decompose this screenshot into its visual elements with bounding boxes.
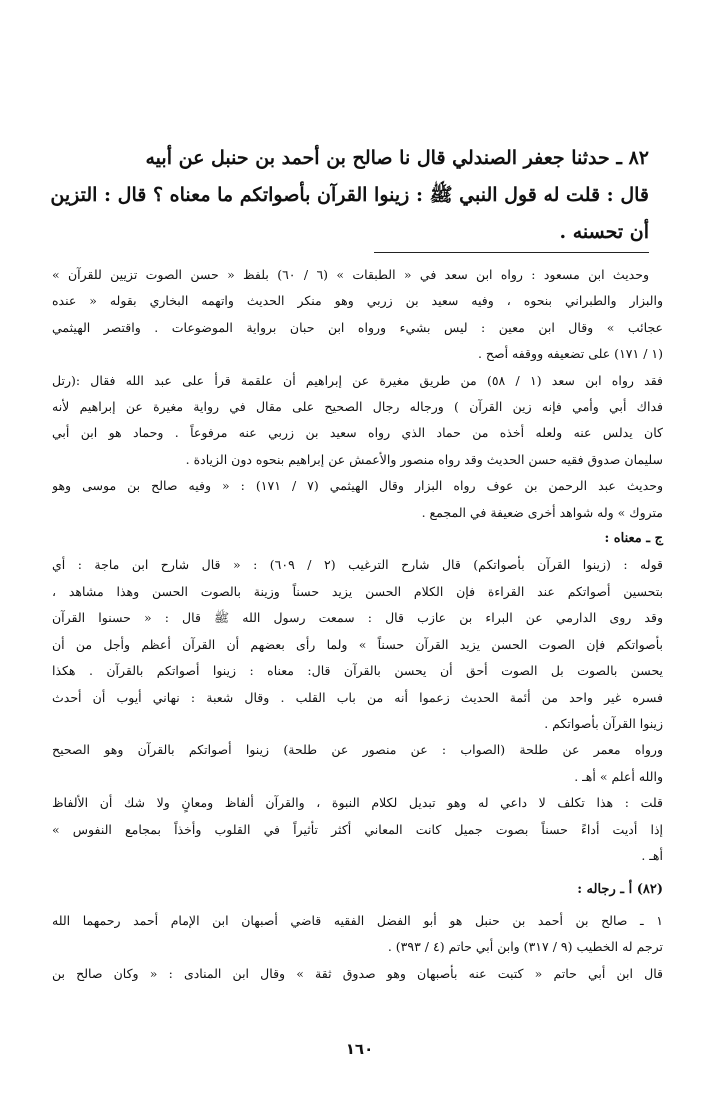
footnote-line: فقد رواه ابن سعد (١ / ٥٨) من طريق مغيرة عن إبراهيم أن علقمة قرأ على عبد الله فقال :(رتل <box>52 372 663 388</box>
footnote-paragraph <box>52 552 663 737</box>
footnote-paragraph <box>52 368 663 474</box>
hadith-line: ٨٢ ـ حدثنا جعفر الصندلي قال نا صالح بن أحمد بن حنبل عن أبيه <box>145 147 649 169</box>
section-heading-narrators: (٨٢) أ ـ رجاله : <box>577 882 663 898</box>
footnote-paragraph <box>52 790 663 869</box>
footnote-line: أهـ . <box>641 847 663 863</box>
footnote-line: وقد روى الدارمي عن البراء بن عازب قال : سمعت رسول الله ﷺ قال : « حسنوا القرآن <box>52 610 663 626</box>
footnote-line: فسره غير واحد من أئمة الحديث زعموا أنه من باب القلب . وقال شعبة : نهاني أيوب أن أحدث <box>52 689 663 705</box>
footnote-line: قوله : (زينوا القرآن بأصواتكم) قال شارح الترغيب (٢ / ٦٠٩) : « قال شارح ابن ماجة : أي <box>52 557 663 573</box>
hadith-line: قال : قلت له قول النبي ﷺ : زينوا القرآن بأصواتكم ما معناه ؟ قال : التزين <box>50 184 649 206</box>
footnotes <box>52 262 663 987</box>
footnote-paragraph <box>52 908 663 987</box>
footnote-paragraph <box>52 262 663 368</box>
section-heading-meaning: ج ـ معناه : <box>604 531 663 547</box>
footnote-line: فداك أبي وأمي فإنه زين القرآن ) ورجاله رجال الصحيح على مقال في رواية مغيرة عن إبراهيم لأنه <box>52 399 663 415</box>
footnote-line: والبزار والطبراني بنحوه ، وفيه سعيد بن زربي وهو منكر الحديث واتهمه البخاري بقوله « عنده <box>52 293 663 309</box>
footnote-line: كان يدلس عنه ولعله أخذه من حماد الذي رواه سعيد بن زربي عنه مرفوعاً . وحماد هو ابن أبي <box>52 425 663 441</box>
footnote-line: زينوا القرآن بأصواتكم . <box>544 715 663 731</box>
footnote-line: متروك » وله شواهد أخرى ضعيفة في المجمع . <box>421 504 663 520</box>
hadith-line: أن تحسنه . <box>559 221 649 243</box>
footnote-separator <box>374 252 649 253</box>
footnote-line: قلت : هذا تكلف لا داعي له وهو تبديل لكلام النبوة ، والقرآن ألفاظ ومعانٍ ولا شك أن الألفاظ <box>52 795 663 811</box>
footnote-line: ترجم له الخطيب (٩ / ٣١٧) وابن أبي حاتم (٤ / ٣٩٣) . <box>387 939 663 955</box>
hadith-text <box>50 140 649 251</box>
footnote-line: سليمان صدوق فقيه حسن الحديث وقد رواه منصور والأعمش عن إبراهيم بنحوه دون الزيادة . <box>185 451 663 467</box>
footnote-line: يحسن بالصوت بل الصوت أحق أن يحسن بالقرآن قال: معناه : زينوا أصواتكم بالقرآن . هكذا <box>52 663 663 679</box>
footnote-line: بأصواتكم فإن الصوت الحسن يزيد القرآن حسناً » ولما رأى بعضهم أن القرآن أعظم وأجل من أن <box>52 636 663 652</box>
footnote-paragraph <box>52 473 663 526</box>
footnote-line: والله أعلم » أهـ . <box>574 768 663 784</box>
footnote-line: ١ ـ صالح بن أحمد بن حنبل هو أبو الفضل الفقيه قاضي أصبهان ابن الإمام أحمد رحمهما الله <box>52 912 663 928</box>
footnote-line: عجائب » وقال ابن معين : ليس بشيء ورواه ابن حبان برواية الموضوعات . واقتصر الهيثمي <box>52 319 663 335</box>
footnote-line: إذا أديت أداءً حسناً بصوت جميل كانت المعاني أكثر تأثيراً في القلوب وأخذاً بمجامع النفوس » <box>52 821 663 837</box>
footnote-line: ورواه معمر عن طلحة (الصواب : عن منصور عن طلحة) زينوا أصواتكم بالقرآن وهو الصحيح <box>52 742 663 758</box>
footnote-line: قال ابن أبي حاتم « كتبت عنه بأصبهان وهو صدوق ثقة » وقال ابن المنادى : « وكان صالح بن <box>52 965 663 981</box>
page-number: ١٦٠ <box>345 1040 374 1058</box>
footnote-line: وحديث عبد الرحمن بن عوف رواه البزار وقال الهيثمي (٧ / ١٧١) : « وفيه صالح بن موسى وهو <box>52 478 663 494</box>
footnote-line: بتحسين أصواتكم عند القراءة فإن الكلام الحسن يزيد حسناً وزينة بالصوت الحسن وهذا مشاهد ، <box>52 583 663 599</box>
footnote-line: وحديث ابن مسعود : رواه ابن سعد في « الطبقات » (٦ / ٦٠) بلفظ « حسن الصوت تزيين للقرآن » <box>52 267 649 282</box>
footnote-line: (١ / ١٧١) على تضعيفه ووقفه أصح . <box>477 346 663 362</box>
footnote-paragraph <box>52 737 663 790</box>
